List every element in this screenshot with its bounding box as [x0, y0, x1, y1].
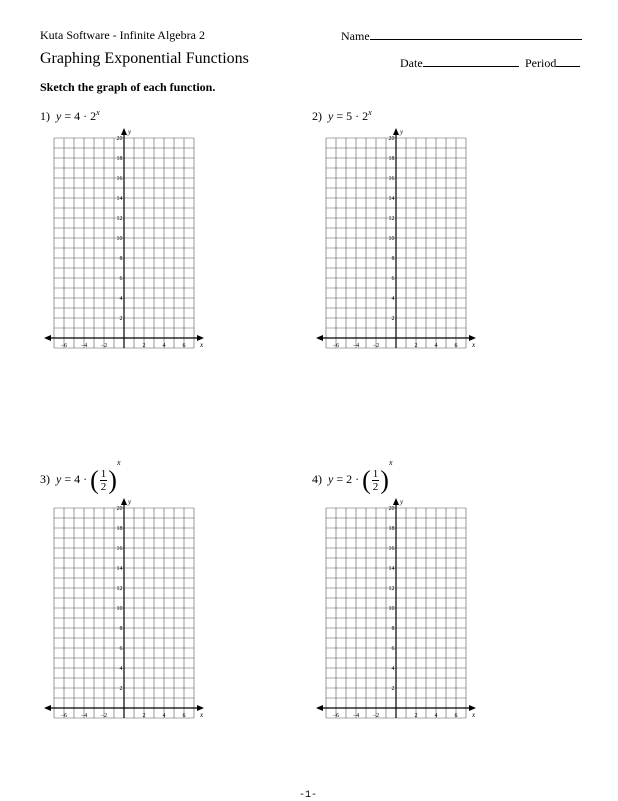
x-tick-label: 2	[414, 343, 418, 349]
y-tick-label: 6	[119, 646, 123, 652]
y-tick-label: 4	[391, 666, 395, 672]
x-tick-label: −2	[100, 713, 108, 719]
y-tick-label: 20	[388, 136, 395, 142]
y-tick-label: 16	[388, 176, 395, 182]
denominator: 2	[372, 480, 379, 493]
function-lhs: y	[328, 472, 334, 486]
x-axis-arrow-left	[44, 335, 51, 341]
y-tick-label: 6	[391, 646, 395, 652]
y-axis-label: y	[128, 498, 132, 506]
function-lhs: y	[56, 472, 62, 486]
y-tick-label: 12	[116, 216, 123, 222]
page-number: -1-	[299, 790, 318, 801]
x-tick-label: 4	[434, 713, 438, 719]
name-blank[interactable]	[370, 28, 582, 40]
x-tick-label: 2	[142, 343, 146, 349]
date-label: Date	[400, 56, 423, 70]
period-label: Period	[525, 56, 557, 70]
right-paren: )	[380, 465, 389, 495]
y-tick-label: 10	[388, 236, 395, 242]
y-tick-label: 10	[116, 236, 123, 242]
y-tick-label: 14	[388, 196, 395, 202]
y-tick-label: 12	[388, 216, 395, 222]
x-tick-label: −4	[80, 713, 88, 719]
coefficient: 2	[346, 472, 353, 486]
x-tick-label: −6	[60, 713, 68, 719]
x-tick-label: 4	[434, 343, 438, 349]
y-tick-label: 8	[119, 626, 123, 632]
name-field[interactable]	[341, 28, 582, 44]
x-tick-label: −2	[372, 713, 380, 719]
x-tick-label: 2	[142, 713, 146, 719]
x-tick-label: 6	[454, 713, 458, 719]
x-axis-arrow-left	[44, 705, 51, 711]
y-axis-arrow-up	[393, 128, 399, 135]
y-axis-arrow-up	[121, 128, 127, 135]
x-tick-label: −2	[100, 343, 108, 349]
problem-number: 3)	[40, 472, 50, 486]
x-tick-label: 4	[162, 713, 166, 719]
problem-4: 4) y = 2 · ( $\frac{1}{2}$ )$^x$	[312, 458, 393, 495]
problem-number: 2)	[312, 109, 322, 123]
coefficient: 4	[74, 109, 81, 123]
y-tick-label: 14	[116, 566, 123, 572]
y-tick-label: 8	[119, 256, 123, 262]
y-tick-label: 2	[391, 686, 395, 692]
y-tick-label: 20	[116, 136, 123, 142]
x-tick-label: −4	[352, 343, 360, 349]
y-tick-label: 20	[388, 506, 395, 512]
graph-grid-1[interactable]	[42, 126, 212, 358]
coefficient: 5	[346, 109, 353, 123]
x-tick-label: −6	[60, 343, 68, 349]
x-tick-label: 6	[182, 713, 186, 719]
x-tick-label: −4	[352, 713, 360, 719]
x-tick-label: −2	[372, 343, 380, 349]
worksheet-title: Graphing Exponential Functions	[40, 50, 249, 67]
x-tick-label: 6	[454, 343, 458, 349]
y-axis-arrow-up	[393, 498, 399, 505]
numerator: 1	[372, 467, 379, 480]
date-field[interactable]	[400, 55, 519, 71]
problem-1: 1) $y = 4 \cdot 2^x$	[40, 108, 100, 123]
x-axis-label: x	[200, 341, 204, 349]
y-tick-label: 12	[116, 586, 123, 592]
y-tick-label: 6	[119, 276, 123, 282]
y-tick-label: 10	[116, 606, 123, 612]
y-tick-label: 8	[391, 626, 395, 632]
x-axis-label: x	[200, 711, 204, 719]
y-tick-label: 14	[388, 566, 395, 572]
graph-grid-3[interactable]	[42, 496, 212, 728]
problem-2: 2) $y = 5 \cdot 2^x$	[312, 108, 372, 123]
y-tick-label: 14	[116, 196, 123, 202]
y-axis-label: y	[128, 128, 132, 136]
exponent: x	[96, 108, 100, 117]
fraction	[100, 468, 108, 493]
problem-number: 1)	[40, 109, 50, 123]
y-tick-label: 18	[116, 526, 123, 532]
y-tick-label: 18	[116, 156, 123, 162]
exponent: x	[116, 458, 121, 467]
x-tick-label: 4	[162, 343, 166, 349]
x-axis-arrow-left	[316, 705, 323, 711]
y-tick-label: 2	[119, 686, 123, 692]
x-axis-arrow-left	[316, 335, 323, 341]
y-tick-label: 2	[119, 316, 123, 322]
y-axis-arrow-up	[121, 498, 127, 505]
x-axis-label: x	[472, 711, 476, 719]
function-lhs: y	[328, 109, 334, 123]
left-paren: (	[362, 465, 371, 495]
base: 2	[362, 109, 369, 123]
x-tick-label: 2	[414, 713, 418, 719]
y-tick-label: 16	[116, 176, 123, 182]
y-tick-label: 4	[119, 296, 123, 302]
y-tick-label: 4	[391, 296, 395, 302]
instructions: Sketch the graph of each function.	[40, 80, 216, 94]
exponent: x	[388, 458, 393, 467]
left-paren: (	[90, 465, 99, 495]
right-paren: )	[108, 465, 117, 495]
y-axis-label: y	[400, 498, 404, 506]
x-tick-label: −6	[332, 713, 340, 719]
coefficient: 4	[74, 472, 81, 486]
x-tick-label: −6	[332, 343, 340, 349]
graph-grid-2[interactable]	[314, 126, 484, 358]
y-tick-label: 12	[388, 586, 395, 592]
y-tick-label: 4	[119, 666, 123, 672]
exponent: x	[368, 108, 372, 117]
x-axis-label: x	[472, 341, 476, 349]
period-blank[interactable]	[556, 55, 580, 67]
problem-3: 3) y = 4 · ( $\frac{1}{2}$ )$^x$	[40, 458, 121, 495]
y-tick-label: 8	[391, 256, 395, 262]
base: 2	[90, 109, 97, 123]
function-lhs: y	[56, 109, 62, 123]
problem-number: 4)	[312, 472, 322, 486]
x-tick-label: 6	[182, 343, 186, 349]
y-tick-label: 10	[388, 606, 395, 612]
y-tick-label: 16	[388, 546, 395, 552]
y-tick-label: 6	[391, 276, 395, 282]
software-name: Kuta Software - Infinite Algebra 2	[40, 28, 205, 42]
y-tick-label: 2	[391, 316, 395, 322]
x-tick-label: −4	[80, 343, 88, 349]
denominator: 2	[100, 480, 107, 493]
date-blank[interactable]	[423, 55, 519, 67]
y-axis-label: y	[400, 128, 404, 136]
numerator: 1	[100, 467, 107, 480]
fraction	[372, 468, 380, 493]
period-field[interactable]	[525, 55, 580, 71]
y-tick-label: 16	[116, 546, 123, 552]
y-tick-label: 18	[388, 526, 395, 532]
y-tick-label: 20	[116, 506, 123, 512]
graph-grid-4[interactable]	[314, 496, 484, 728]
y-tick-label: 18	[388, 156, 395, 162]
name-label: Name	[341, 29, 370, 43]
